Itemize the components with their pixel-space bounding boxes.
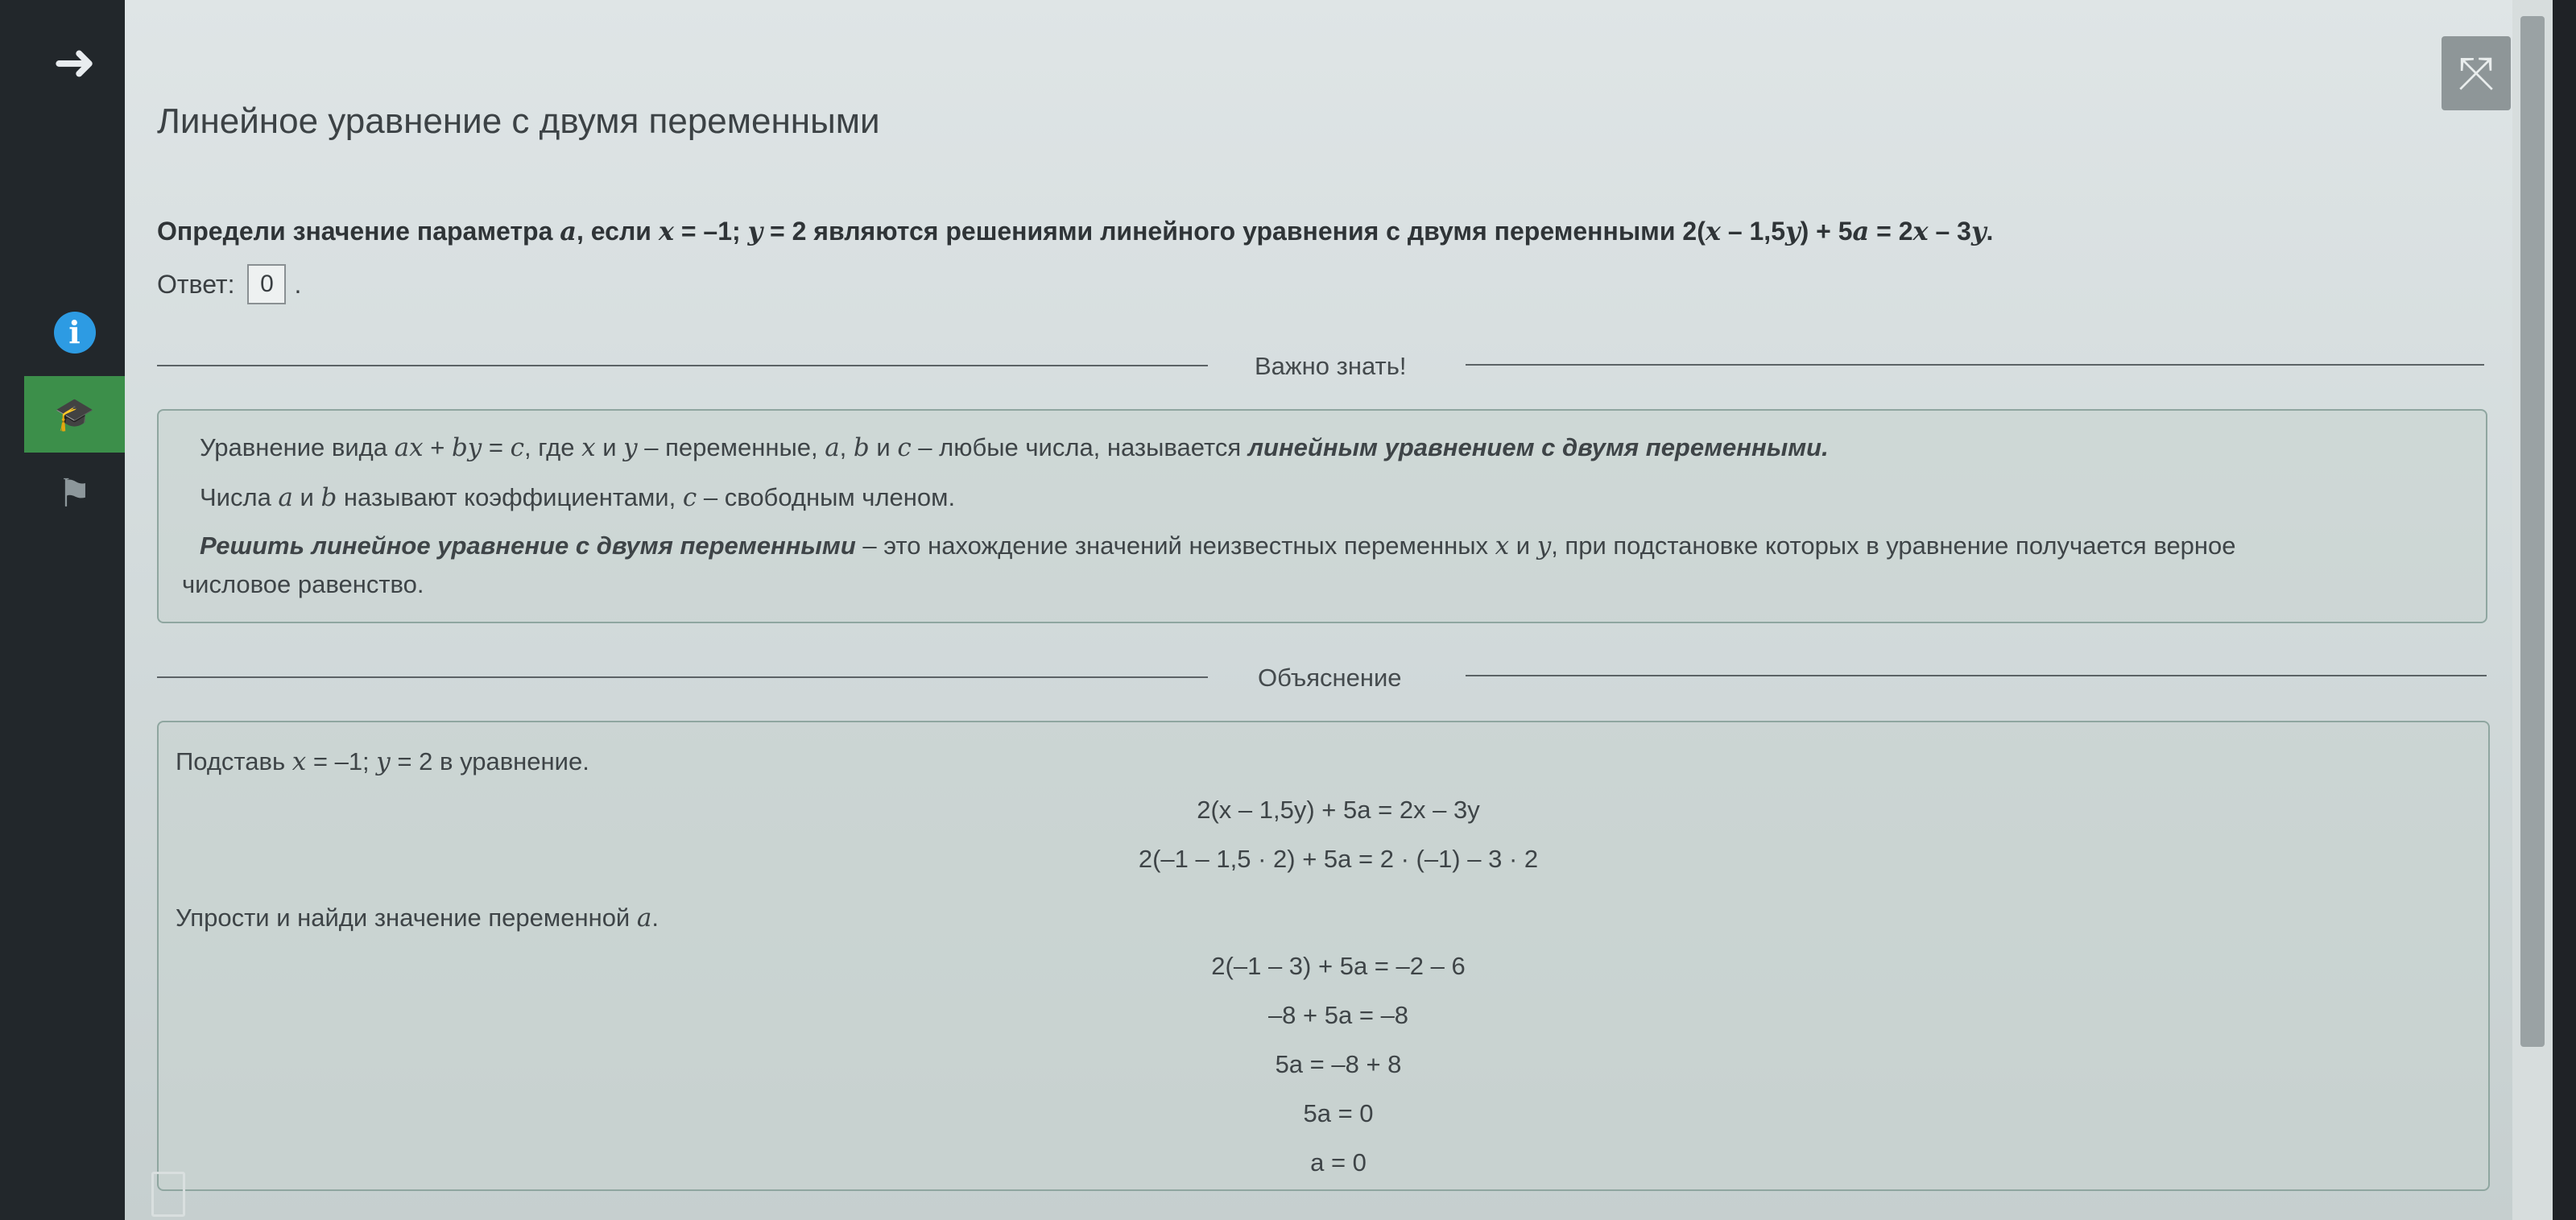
- equation-6: 5a = 0: [1303, 1099, 1374, 1127]
- important-heading[interactable]: Важно знать!: [1255, 352, 1407, 380]
- equation-1: 2(x – 1,5y) + 5a = 2x – 3y: [1197, 796, 1480, 824]
- divider-right-2: [1466, 675, 2487, 676]
- flag-icon[interactable]: ⚑: [56, 472, 93, 515]
- divider-left-2: [157, 676, 1208, 678]
- equation-4: –8 + 5a = –8: [1267, 1001, 1409, 1029]
- equation-7: a = 0: [1310, 1148, 1367, 1177]
- equation-2: 2(–1 – 1,5 · 2) + 5a = 2 · (–1) – 3 · 2: [1138, 845, 1539, 873]
- equation-5: 5a = –8 + 8: [1275, 1050, 1402, 1078]
- answer-suffix: .: [294, 269, 302, 299]
- arrow-right-icon[interactable]: ➜: [52, 33, 97, 91]
- expand-icon[interactable]: ⤧: [2442, 36, 2511, 110]
- answer-row: [157, 264, 301, 304]
- answer-label: Ответ:: [157, 269, 235, 299]
- answer-input[interactable]: 0: [247, 264, 286, 304]
- equation-3: 2(–1 – 3) + 5a = –2 – 6: [1211, 952, 1466, 980]
- explanation-heading[interactable]: Объяснение: [1258, 664, 1402, 692]
- important-line-4: числовое равенство.: [182, 570, 424, 598]
- question-text: Определи значение параметра a, если x = –1; y = 2 являются решениями линейного уравнения с двумя переменными 2(x – 1,5y) + 5a = 2x – 3y.: [157, 216, 1994, 246]
- sidebar: [0, 0, 125, 1220]
- important-line-3: Решить линейное уравнение с двумя переменными – это нахождение значений неизвестных переменных x и y, при подстановке которых в уравнение получается верное: [200, 531, 2236, 560]
- explanation-step-1: Подставь x = –1; y = 2 в уравнение.: [176, 747, 589, 776]
- scrollbar[interactable]: [2520, 16, 2545, 1047]
- divider-right: [1466, 364, 2484, 366]
- important-line-2: Числа a и b называют коэффициентами, c – свободным членом.: [200, 483, 956, 512]
- important-line-1: Уравнение вида ax + by = c, где x и y – переменные, a, b и c – любые числа, называется линейным уравнением с двумя переменными.: [200, 433, 1829, 462]
- info-button[interactable]: [24, 294, 125, 370]
- notes-icon[interactable]: [151, 1172, 185, 1217]
- graduation-cap-icon[interactable]: 🎓: [24, 376, 125, 453]
- page-title: Линейное уравнение с двумя переменными: [157, 101, 880, 141]
- explanation-step-2: Упрости и найди значение переменной a.: [176, 904, 659, 933]
- divider-left: [157, 365, 1208, 366]
- info-icon: i: [54, 312, 96, 354]
